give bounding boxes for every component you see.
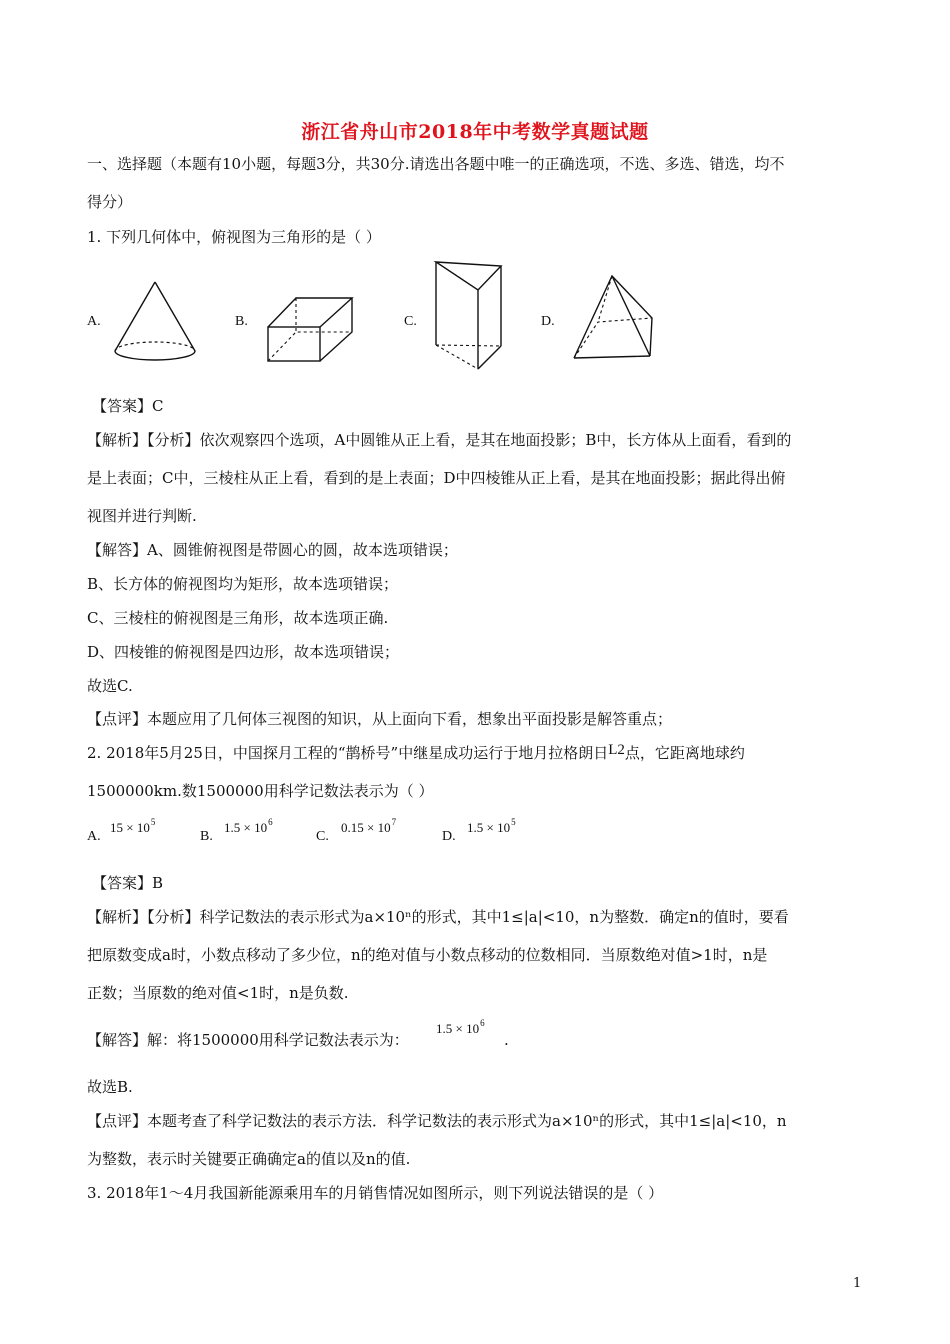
section-heading-line1: 一、选择题（本题有10小题，每题3分，共30分.请选出各题中唯一的正确选项，不选、多选、错选，均不 <box>87 155 785 173</box>
q2-option-b-value <box>224 817 273 836</box>
q2-solution-text: 【解答】解：将1500000用科学记数法表示为： <box>87 1031 409 1049</box>
q1-option-a-label: A. <box>87 314 101 329</box>
q1-solution-line2: B、长方体的俯视图均为矩形，故本选项错误； <box>87 575 399 593</box>
q2-l2-symbol: L2 <box>608 742 625 758</box>
q1-option-b-label: B. <box>235 314 248 329</box>
q2-option-c-mantissa: 0.15 × 10 <box>341 820 391 835</box>
q2-option-b-label: B. <box>200 829 213 844</box>
q2-analysis-line1: 【解析】【分析】科学记数法的表示形式为a×10ⁿ的形式，其中1≤|a|<10，n为整数．确定n的值时，要看 <box>87 908 789 926</box>
q1-solution-line3: C、三棱柱的俯视图是三角形，故本选项正确. <box>87 609 389 627</box>
cone-figure <box>112 278 202 368</box>
cuboid-figure <box>262 292 362 367</box>
q2-option-d-label: D. <box>442 829 456 844</box>
q2-option-a-value <box>110 817 155 836</box>
q1-analysis-line2: 是上表面；C中，三棱柱从正上看，看到的是上表面；D中四棱锥从正上看，是其在地面投影；据此得出俯 <box>87 469 786 487</box>
q1-analysis-line3: 视图并进行判断. <box>87 507 197 525</box>
q2-solution-period: . <box>504 1031 509 1049</box>
q2-option-c-exponent: 7 <box>391 817 397 827</box>
q2-solution-value <box>436 1018 485 1037</box>
triangular-prism-figure <box>430 259 510 374</box>
q2-option-d-exponent: 5 <box>511 817 516 827</box>
q2-option-a-exponent: 5 <box>150 817 156 827</box>
q2-stem-line2: 1500000km.数1500000用科学记数法表示为（ ） <box>87 782 434 800</box>
q2-analysis-line3: 正数；当原数的绝对值<1时，n是负数. <box>87 984 349 1002</box>
q2-solution-exponent: 6 <box>480 1018 485 1028</box>
q2-answer: 【答案】B <box>92 874 164 892</box>
q2-solution-mantissa: 1.5 × 10 <box>436 1021 480 1036</box>
section-heading-line2: 得分） <box>87 193 133 211</box>
q2-comment-line1: 【点评】本题考查了科学记数法的表示方法．科学记数法的表示形式为a×10ⁿ的形式，其中1≤|a|<10，n <box>87 1112 787 1130</box>
q1-solution-line4: D、四棱锥的俯视图是四边形，故本选项错误； <box>87 643 400 661</box>
page-title: 浙江省舟山市2018年中考数学真题试题 <box>301 121 649 143</box>
page-number: 1 <box>853 1276 862 1291</box>
q1-option-c-label: C. <box>404 314 417 329</box>
q1-solution-line1: 【解答】A、圆锥俯视图是带圆心的圆，故本选项错误； <box>87 541 458 559</box>
square-pyramid-figure <box>568 272 658 367</box>
q2-stem-line1 <box>87 743 745 764</box>
q2-option-d-value <box>467 817 516 836</box>
q1-stem: 1. 下列几何体中，俯视图为三角形的是（ ） <box>87 228 381 246</box>
q1-answer: 【答案】C <box>92 397 164 415</box>
q2-option-c-value <box>341 817 396 836</box>
q2-stem-text-c: 点，它距离地球约 <box>624 744 745 762</box>
q2-option-b-exponent: 6 <box>268 817 273 827</box>
q1-option-d-label: D. <box>541 314 555 329</box>
q2-option-d-mantissa: 1.5 × 10 <box>467 820 511 835</box>
q2-option-c-label: C. <box>316 829 329 844</box>
q2-option-a-mantissa: 15 × 10 <box>110 820 150 835</box>
q3-stem: 3. 2018年1～4月我国新能源乘用车的月销售情况如图所示，则下列说法错误的是（ ） <box>87 1184 664 1202</box>
q1-comment: 【点评】本题应用了几何体三视图的知识，从上面向下看，想象出平面投影是解答重点； <box>87 710 673 728</box>
q1-analysis-line1: 【解析】【分析】依次观察四个选项，A中圆锥从正上看，是其在地面投影；B中，长方体从上面看，看到的 <box>87 431 792 449</box>
q2-option-b-mantissa: 1.5 × 10 <box>224 820 268 835</box>
q2-option-a-label: A. <box>87 829 101 844</box>
q2-analysis-line2: 把原数变成a时，小数点移动了多少位，n的绝对值与小数点移动的位数相同．当原数绝对值>1时，n是 <box>87 946 768 964</box>
q2-comment-line2: 为整数，表示时关键要正确确定a的值以及n的值. <box>87 1150 411 1168</box>
q1-conclusion: 故选C. <box>87 677 133 695</box>
q2-stem-text-a: 2. 2018年5月25日，中国探月工程的“鹊桥号”中继星成功运行于地月拉格朗日 <box>87 744 609 762</box>
q2-conclusion: 故选B. <box>87 1078 133 1096</box>
